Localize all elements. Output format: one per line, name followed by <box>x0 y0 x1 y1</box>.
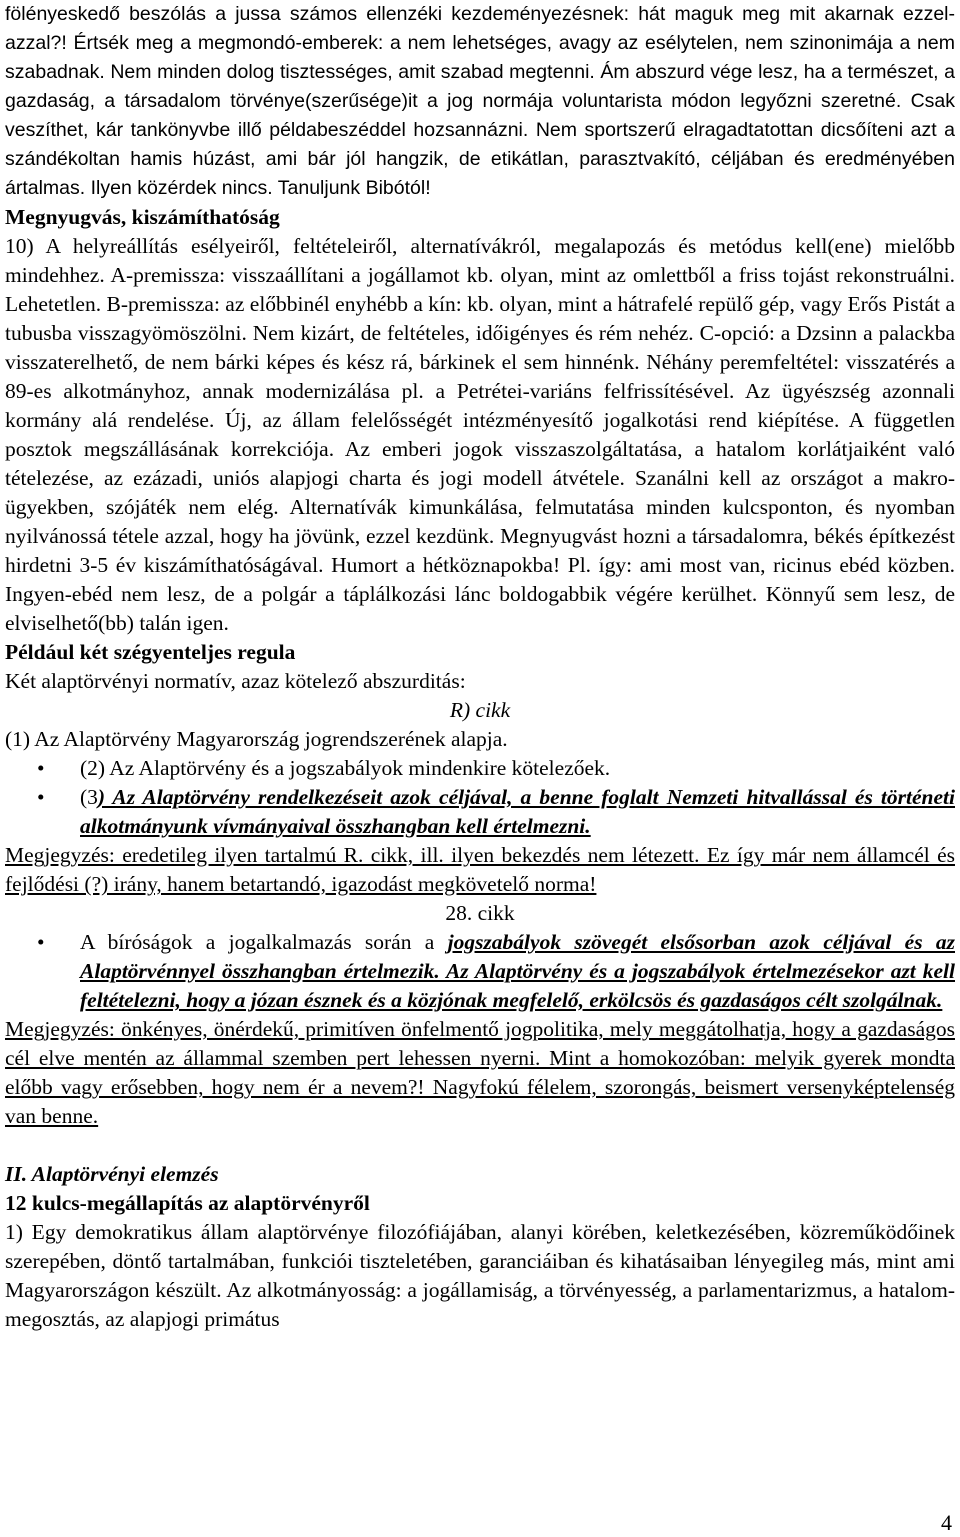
section-heading-analysis: II. Alaptörvényi elemzés <box>5 1162 219 1186</box>
section-subheading-key-findings: 12 kulcs-megállapítás az alaptörvényről <box>5 1191 370 1215</box>
list-item <box>5 783 955 841</box>
article-r-title: R) cikk <box>449 698 511 722</box>
list-item-prefix: (3 <box>80 785 98 809</box>
bullet-icon: • <box>37 785 45 809</box>
article-28-title: 28. cikk <box>445 901 515 925</box>
bullet-icon: • <box>37 930 45 954</box>
section-heading-calm: Megnyugvás, kiszámíthatóság <box>5 205 280 229</box>
document-page <box>5 0 955 1334</box>
note-paragraph-1: Megjegyzés: eredetileg ilyen tartalmú R. cikk, ill. ilyen bekezdés nem létezett. Ez így már nem államcél és fejlődési (?) irány, hanem betartandó, igazodást megkövetelő norma! <box>5 843 955 896</box>
page-number: 4 <box>941 1510 952 1535</box>
analysis-paragraph: 1) Egy demokratikus állam alaptörvénye filozófiájában, alanyi körében, keletkezésében, közreműködőinek szerepében, döntő tartalmában, funkciói tiszteletében, garanciáiban és kihatásaiban lényegileg más, mint ami Magyarországon készült. Az alkotmányosság: a jogállamiság, a törvényesség, a parlamentarizmus, a hatalom-megosztás, az alapjogi primátus <box>5 1220 955 1331</box>
rules-intro: Két alaptörvényi normatív, azaz kötelező abszurditás: <box>5 669 466 693</box>
list-item-text: (2) Az Alaptörvény és a jogszabályok mindenkire kötelezőek. <box>80 756 611 780</box>
list-item <box>5 928 955 1015</box>
list-item-emphasis: ) Az Alaptörvény rendelkezéseit azok céljával, a benne foglalt Nemzeti hitvallással és történeti alkotmányunk vívmányaival összhangban kell értelmezni. <box>80 785 955 838</box>
spacer <box>5 1131 955 1160</box>
note-paragraph-2: Megjegyzés: önkényes, önérdekű, primitíven önfelmentő jogpolitika, mely meggátolhatja, hogy a gazdaságos cél elve mentén az állammal szemben pert lehessen nyerni. Mint a homokozóban: melyik gyerek mondta előbb vagy erősebben, hogy nem ér a nevem?! Nagyfokú félelem, szorongás, beismert versenyképtelenség van benne. <box>5 1017 955 1128</box>
list-item <box>5 754 955 783</box>
intro-paragraph: fölényeskedő beszólás a jussa számos ellenzéki kezdeményezésnek: hát maguk meg mit akarnak ezzel-azzal?! Értsék meg a megmondó-emberek: a nem lehetséges, avagy az esélytelen, nem szinonimája a nem szabadnak. Nem minden dolog tisztességes, amit szabad megtenni. Ám abszurd vége lesz, ha a természet, a gazdaság, a társadalom törvénye(szerűsége)it a jog normája voluntarista módon legyőzni szeretné. Csak veszíthet, kár tankönyvbe illő példabeszéddel hozsannázni. Nem sportszerű elragadtatottan dicsőíteni azt a szándékoltan hamis húzást, ami bár jól hangzik, de etikátlan, parasztvakító, céljában és eredményében ártalmas. Ilyen közérdek nincs. Tanuljunk Bibótól! <box>5 3 955 199</box>
article-r-para1: (1) Az Alaptörvény Magyarország jogrendszerének alapja. <box>5 727 508 751</box>
list-item-prefix: A bíróságok a jogalkalmazás során a <box>80 930 448 954</box>
bullet-icon: • <box>37 756 45 780</box>
calm-paragraph: 10) A helyreállítás esélyeiről, feltételeiről, alternatívákról, megalapozás és metódus kell(ene) mielőbb mindehhez. A-premissza: visszaállítani a jogállamot kb. olyan, mint az omlettből a friss tojást rekonstruálni. Lehetetlen. B-premissza: az előbbinél enyhébb a kín: kb. olyan, mint a hátrafelé repülő gép, vagy Erős Pistát a tubusba visszagyömöszölni. Nem kizárt, de feltételes, időigényes és rém nehéz. C-opció: a Dzsinn a palackba visszaterelhető, de nem bárki képes és kész rá, bárkinek el sem hinnénk. Néhány peremfeltétel: visszatérés a 89-es alkotmányhoz, annak modernizálása pl. a Petrétei-variáns felfrissítésével. Az ügyészség azonnali kormány alá rendelése. Új, az állam felelősségét intézményesítő jogalkotási rend kiépítése. A független posztok megszállásának korrekciója. Az emberi jogok visszaszolgáltatása, a hatalom korlátjaiként való tételezése, az ezázadi, uniós alapjogi charta és jogi modell átvétele. Szanálni kell az országot a makro-ügyekben, szójáték nem elég. Alternatívák kimunkálása, felmutatása minden kulcsponton, és nyomban nyilvánossá tétele azzal, hogy ha jövünk, ezzel kezdünk. Megnyugvást hozni a társadalomra, békés építkezést hirdetni 3-5 év kiszámíthatóságával. Humort a hétköznapokba! Pl. így: ami most van, ricinus ebéd közben. Ingyen-ebéd nem lesz, de a polgár a táplálkozási lánc boldogabbik végére kerülhet. Könnyű sem lesz, de elviselhető(bb) talán igen. <box>5 234 955 635</box>
list-item-emphasis: jogszabályok szövegét elsősorban azok céljával és az Alaptörvénnyel összhangban értelmezik. Az Alaptörvény és a jogszabályok értelmezésekor azt kell feltételezni, hogy a józan észnek és a közjónak megfelelő, erkölcsös és gazdaságos célt szolgálnak. <box>80 930 955 1012</box>
section-heading-rules: Például két szégyenteljes regula <box>5 640 296 664</box>
article-r-bullets <box>5 754 955 841</box>
article-28-bullets <box>5 928 955 1015</box>
